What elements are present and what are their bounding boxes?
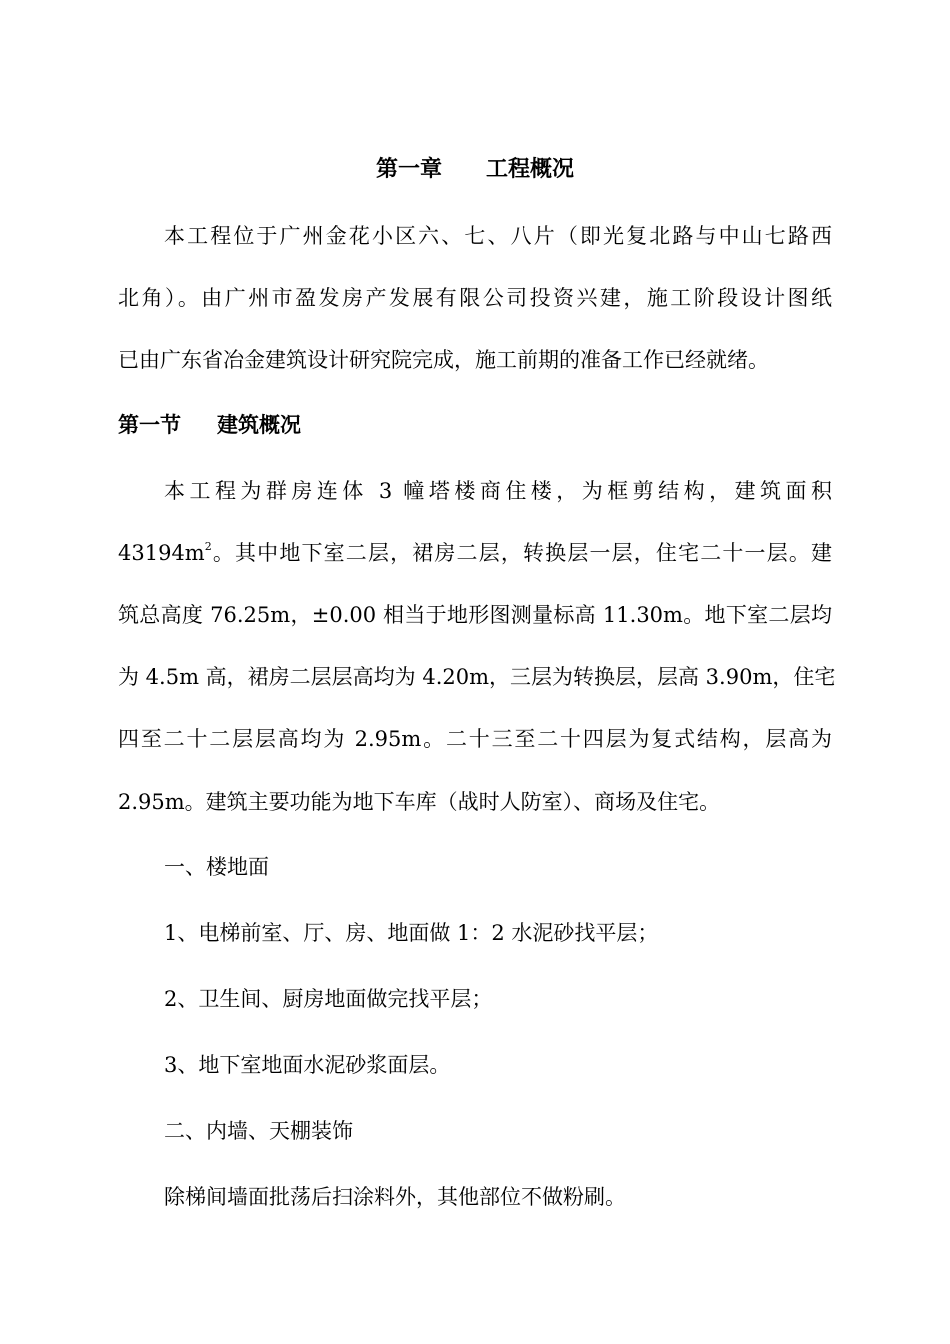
floor-heading: 一、楼地面 [164, 855, 269, 879]
area-value: 43194m [118, 541, 205, 565]
intro-line-2: 北角）。由广州市盈发房产发展有限公司投资兴建，施工阶段设计图纸 [118, 286, 832, 310]
overview-line-2 [118, 538, 832, 568]
overview-line-2-text: 。其中地下室二层，裙房二层，转换层一层，住宅二十一层。建 [211, 541, 832, 565]
section-title: 建筑概况 [217, 412, 301, 437]
overview-line-3: 筑总高度 76.25m，±0.00 相当于地形图测量标高 11.30m。地下室二层均 [118, 603, 832, 627]
section-number: 第一节 [118, 412, 181, 437]
overview-line-4: 为 4.5m 高，裙房二层层高均为 4.20m，三层为转换层，层高 3.90m，住宅 [118, 665, 836, 689]
chapter-title: 工程概况 [486, 156, 575, 182]
floor-item-2: 2、卫生间、厨房地面做完找平层； [164, 987, 493, 1011]
wall-text: 除梯间墙面批荡后扫涂料外，其他部位不做粉刷。 [164, 1185, 626, 1209]
floor-item-3: 3、地下室地面水泥砂浆面层。 [164, 1053, 451, 1077]
intro-line-3: 已由广东省冶金建筑设计研究院完成，施工前期的准备工作已经就绪。 [118, 348, 769, 372]
chapter-number: 第一章 [375, 156, 442, 182]
overview-line-1: 本工程为群房连体 3 幢塔楼商住楼，为框剪结构，建筑面积 [164, 479, 832, 503]
intro-line-1: 本工程位于广州金花小区六、七、八片（即光复北路与中山七路西 [164, 224, 832, 248]
wall-heading: 二、内墙、天棚装饰 [164, 1119, 353, 1143]
area-unit-exponent: 2 [204, 540, 212, 553]
overview-line-6: 2.95m。建筑主要功能为地下车库（战时人防室）、商场及住宅。 [118, 790, 721, 814]
section-heading [118, 410, 832, 440]
floor-item-1: 1、电梯前室、厅、房、地面做 1：2 水泥砂找平层； [164, 921, 659, 945]
overview-line-5: 四至二十二层层高均为 2.95m。二十三至二十四层为复式结构，层高为 [118, 727, 832, 751]
chapter-heading [0, 154, 950, 184]
